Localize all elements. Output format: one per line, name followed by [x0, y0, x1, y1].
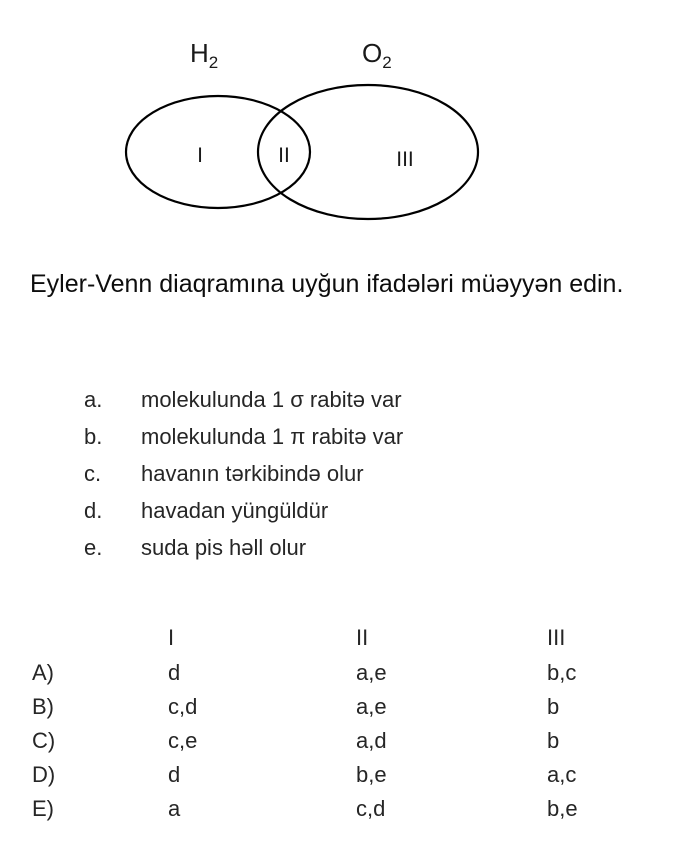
answer-cell-1: c,e — [168, 728, 198, 753]
statement-letter: d. — [84, 498, 103, 523]
region-label-3: III — [396, 148, 414, 171]
statement-text: havanın tərkibində olur — [141, 461, 364, 486]
answer-cell-3: b — [547, 694, 560, 719]
answer-cell-2: a,e — [356, 660, 387, 685]
answer-header-row — [0, 620, 695, 656]
answer-cell-2: c,d — [356, 796, 386, 821]
region-label-2: II — [278, 144, 290, 167]
answer-option-d[interactable] — [0, 758, 695, 792]
answer-option-label: B) — [32, 694, 54, 719]
answer-option-label: C) — [32, 728, 56, 753]
answer-header-2: II — [356, 625, 369, 650]
answer-cell-2: b,e — [356, 762, 387, 787]
answer-option-c[interactable] — [0, 724, 695, 758]
answer-cell-3: b,c — [547, 660, 577, 685]
statement-letter: c. — [84, 461, 102, 486]
answer-cell-1: a — [168, 796, 181, 821]
answer-cell-3: b,e — [547, 796, 578, 821]
statement-letter: b. — [84, 424, 103, 449]
region-label-1: I — [197, 144, 203, 167]
answer-option-label: A) — [32, 660, 54, 685]
answer-cell-2: a,d — [356, 728, 387, 753]
statement-text: molekulunda 1 π rabitə var — [141, 424, 404, 449]
answer-header-1: I — [168, 625, 175, 650]
answer-cell-3: a,c — [547, 762, 577, 787]
answer-option-label: E) — [32, 796, 54, 821]
set-label-o2: $O_2$ — [362, 38, 392, 72]
answer-table — [0, 620, 695, 826]
set-o2-ellipse — [258, 85, 478, 219]
statement-letter: a. — [84, 387, 103, 412]
statement-text: suda pis həll olur — [141, 535, 307, 560]
statement-letter: e. — [84, 535, 103, 560]
statement-text: havadan yüngüldür — [141, 498, 329, 523]
venn-diagram — [0, 0, 695, 240]
answer-cell-1: c,d — [168, 694, 198, 719]
answer-cell-1: d — [168, 762, 181, 787]
answer-cell-2: a,e — [356, 694, 387, 719]
answer-cell-3: b — [547, 728, 560, 753]
answer-option-b[interactable] — [0, 690, 695, 724]
answer-header-3: III — [547, 625, 566, 650]
question-text: Eyler-Venn diaqramına uyğun ifadələri müəyyən edin. — [30, 270, 624, 298]
answer-option-e[interactable] — [0, 792, 695, 826]
answer-option-a[interactable] — [0, 656, 695, 690]
answer-cell-1: d — [168, 660, 181, 685]
set-label-h2: $H_2$ — [190, 38, 219, 72]
statement-text: molekulunda 1 σ rabitə var — [141, 387, 402, 412]
answer-option-label: D) — [32, 762, 56, 787]
